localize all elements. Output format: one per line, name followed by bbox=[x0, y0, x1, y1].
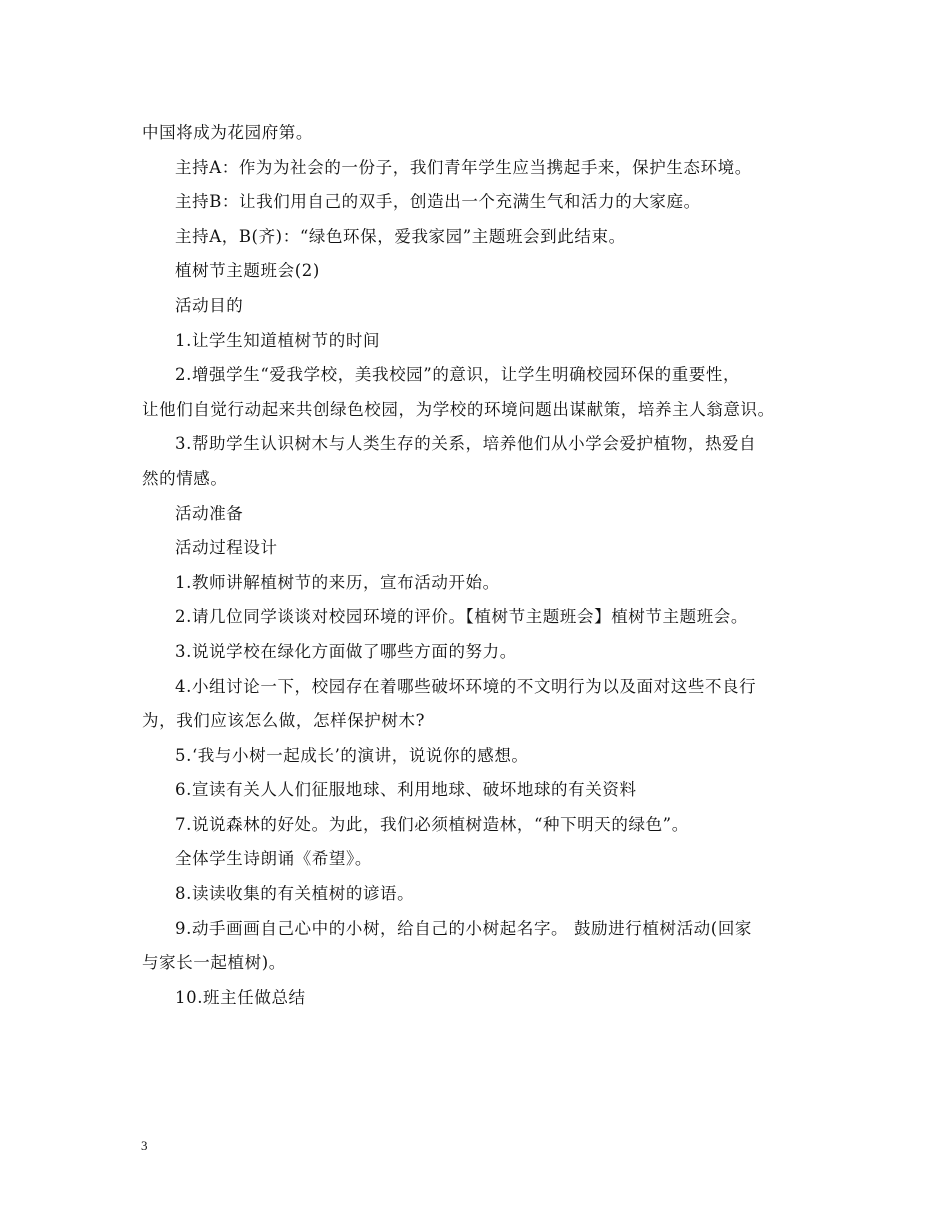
list-item: 2.增强学生“爱我学校，美我校园”的意识，让学生明确校园环保的重要性， bbox=[175, 365, 741, 385]
paragraph-line: 全体学生诗朗诵《希望》。 bbox=[175, 849, 372, 869]
list-item: 1.教师讲解植树节的来历，宣布活动开始。 bbox=[175, 572, 500, 592]
list-item: 10.班主任做总结 bbox=[175, 987, 306, 1007]
paragraph-line: 中国将成为花园府第。 bbox=[142, 123, 313, 142]
list-item-continuation: 然的情感。 bbox=[142, 468, 228, 488]
list-item: 2.请几位同学谈谈对校园环境的评价。【植树节主题班会】植树节主题班会。 bbox=[175, 607, 748, 627]
list-item: 4.小组讨论一下，校园存在着哪些破坏环境的不文明行为以及面对这些不良行 bbox=[175, 676, 757, 696]
list-item: 9.动手画画自己心中的小树，给自己的小树起名字。 鼓励进行植树活动(回家 bbox=[175, 918, 753, 938]
list-item: 3.帮助学生认识树木与人类生存的关系，培养他们从小学会爱护植物，热爱自 bbox=[175, 434, 757, 454]
section-heading: 活动目的 bbox=[175, 295, 244, 315]
page-number: 3 bbox=[141, 1138, 148, 1153]
list-item-continuation: 为，我们应该怎么做，怎样保护树木? bbox=[142, 711, 426, 731]
list-item: 7.说说森林的好处。为此，我们必须植树造林，“种下明天的绿色”。 bbox=[175, 814, 689, 834]
list-item-continuation: 让他们自觉行动起来共创绿色校园，为学校的环境问题出谋献策，培养主人翁意识。 bbox=[142, 399, 775, 419]
list-item: 5.‘我与小树一起成长’的演讲，说说你的感想。 bbox=[175, 745, 529, 765]
list-item: 3.说说学校在绿化方面做了哪些方面的努力。 bbox=[175, 641, 517, 661]
paragraph-line: 主持A：作为为社会的一份子，我们青年学生应当携起手来，保护生态环境。 bbox=[175, 157, 752, 177]
list-item-continuation: 与家长一起植树)。 bbox=[142, 953, 286, 973]
paragraph-line: 主持A，B(齐)：“绿色环保，爱我家园”主题班会到此结束。 bbox=[175, 226, 626, 246]
list-item: 1.让学生知道植树节的时间 bbox=[175, 330, 381, 350]
section-heading: 活动过程设计 bbox=[175, 538, 278, 558]
document-body bbox=[142, 116, 826, 1015]
paragraph-line: 主持B：让我们用自己的双手，创造出一个充满生气和活力的大家庭。 bbox=[175, 192, 701, 212]
list-item: 8.读读收集的有关植树的谚语。 bbox=[175, 884, 415, 904]
section-heading: 活动准备 bbox=[175, 503, 244, 523]
section-heading: 植树节主题班会(2) bbox=[175, 261, 320, 281]
list-item: 6.宣读有关人人们征服地球、利用地球、破坏地球的有关资料 bbox=[175, 780, 637, 800]
